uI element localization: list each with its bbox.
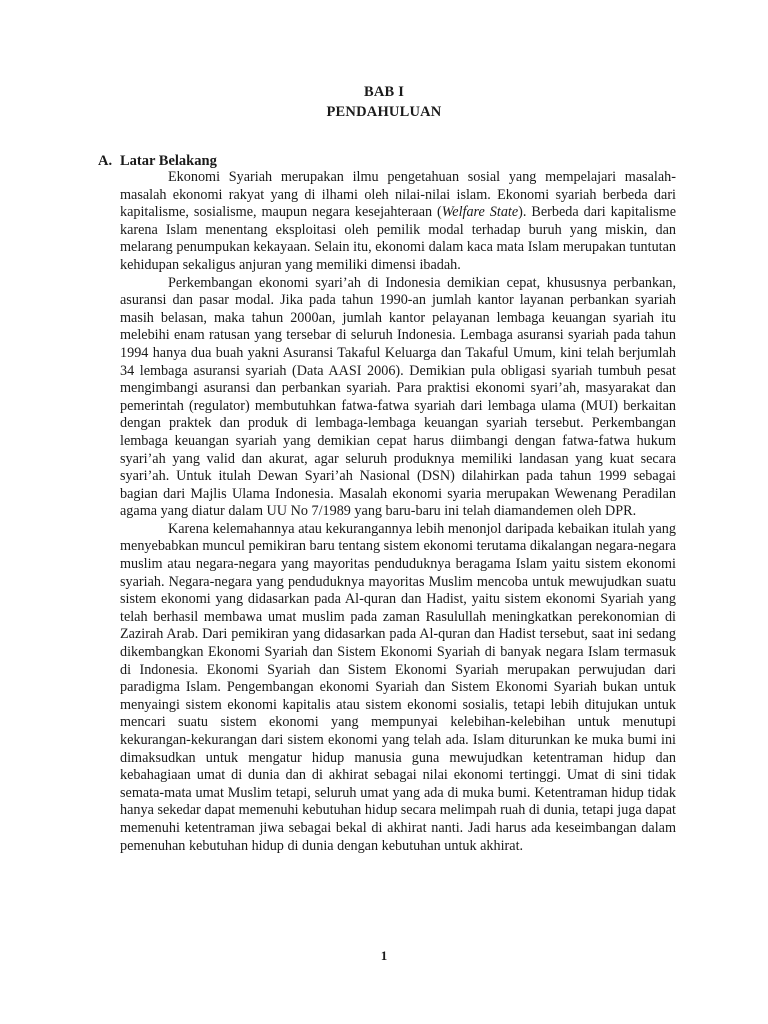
paragraph-1 xyxy=(120,169,676,275)
section-heading xyxy=(98,153,217,170)
paragraph-3: Karena kelemahannya atau kekurangannya lebih menonjol daripada kebaikan itulah yang menyebabkan muncul pemikiran baru tentang sistem ekonomi terutama dikalangan negara-negara muslim atau negara-negara yang mayoritas penduduknya beragama Islam yaitu sistem ekonomi syariah. Negara-negara yang penduduknya mayoritas Muslim mencoba untuk mewujudkan suatu sistem ekonomi yang didasarkan pada Al-quran dan Hadist, yaitu sistem ekonomi Syariah yang telah berhasil membawa umat muslim pada zaman Rasulullah meningkatkan perekonomian di Zazirah Arab. Dari pemikiran yang didasarkan pada Al-quran dan Hadist tersebut, saat ini sedang dikembangkan Ekonomi Syariah dan Sistem Ekonomi Syariah di banyak negara Islam termasuk di Indonesia. Ekonomi Syariah dan Sistem Ekonomi Syariah merupakan perwujudan dari paradigma Islam. Pengembangan ekonomi Syariah dan Sistem Ekonomi Syariah bukan untuk menyaingi sistem ekonomi kapitalis atau sistem ekonomi sosialis, tetapi lebih ditujukan untuk mencari suatu sistem ekonomi yang mempunyai kelebihan-kelebihan untuk menutupi kekurangan-kekurangan dari sistem ekonomi yang telah ada. Islam diturunkan ke muka bumi ini dimaksudkan untuk mengatur hidup manusia guna mewujudkan ketentraman hidup dan kebahagiaan umat di dunia dan di akhirat sebagai nilai ekonomi tertinggi. Umat di sini tidak semata-mata umat Muslim tetapi, seluruh umat yang ada di muka bumi. Ketentraman hidup tidak hanya sekedar dapat memenuhi kebutuhan hidup secara melimpah ruah di dunia, tetapi juga dapat memenuhi ketentraman jiwa sebagai bekal di akhirat nanti. Jadi harus ada keseimbangan dalam pemenuhan kebutuhan hidup di dunia dengan kebutuhan untuk akhirat. xyxy=(120,520,676,854)
paragraph-1-after: ). Berbeda dari kapitalisme karena Islam menentang eksploitasi oleh pemilik modal terhadap buruh yang miskin, dan melarang penumpukan kekayaan. Selain itu, ekonomi dalam kaca mata Islam merupakan tuntutan kehidupan sekaligus anjuran yang memiliki dimensi ibadah. xyxy=(120,204,677,273)
chapter-number: BAB I xyxy=(363,84,405,100)
paragraph-2: Perkembangan ekonomi syari’ah di Indonesia demikian cepat, khususnya perbankan, asuransi dan pasar modal. Jika pada tahun 1990-an jumlah kantor layanan perbankan syariah masih belasan, maka tahun 2000an, jumlah kantor pelayanan lembaga keuangan syariah itu melebihi enam ratusan yang tersebar di seluruh Indonesia. Lembaga asuransi syariah pada tahun 1994 hanya dua buah yakni Asuransi Takaful Keluarga dan Takaful Umum, kini telah berjumlah 34 lembaga asuransi syariah (Data AASI 2006). Demikian pula obligasi syariah tumbuh pesat mengimbangi asuransi dan perbankan syariah. Para praktisi ekonomi syari’ah, masyarakat dan pemerintah (regulator) membutuhkan fatwa-fatwa syariah dari lembaga ulama (MUI) berkaitan dengan praktek dan produk di lembaga-lembaga keuangan syariah tersebut. Perkembangan lembaga keuangan syariah yang demikian cepat harus diimbangi dengan fatwa-fatwa hukum syari’ah yang valid dan akurat, agar seluruh produknya memiliki landasan yang kuat secara syari’ah. Untuk itulah Dewan Syari’ah Nasional (DSN) dilahirkan pada tahun 1999 sebagai bagian dari Majlis Ulama Indonesia. Masalah ekonomi syaria merupakan Wewenang Peradilan agama yang diatur dalam UU No 7/1989 yang baru-baru ini telah diamandemen oleh DPR. xyxy=(120,274,676,520)
section-letter: A. xyxy=(98,153,113,169)
chapter-title: PENDAHULUAN xyxy=(326,104,442,120)
paragraph-1-before: Ekonomi Syariah merupakan ilmu pengetahuan sosial yang mempelajari masalah-masalah ekonomi rakyat yang di ilhami oleh nilai-nilai islam. Ekonomi syariah berbeda dari kapitalisme, sosialisme, maupun negara kesejahteraan ( xyxy=(120,169,676,221)
page-number: 1 xyxy=(380,948,388,963)
section-title: Latar Belakang xyxy=(120,153,217,169)
body-text xyxy=(120,169,676,855)
paragraph-1-italic: Welfare State xyxy=(441,204,519,221)
